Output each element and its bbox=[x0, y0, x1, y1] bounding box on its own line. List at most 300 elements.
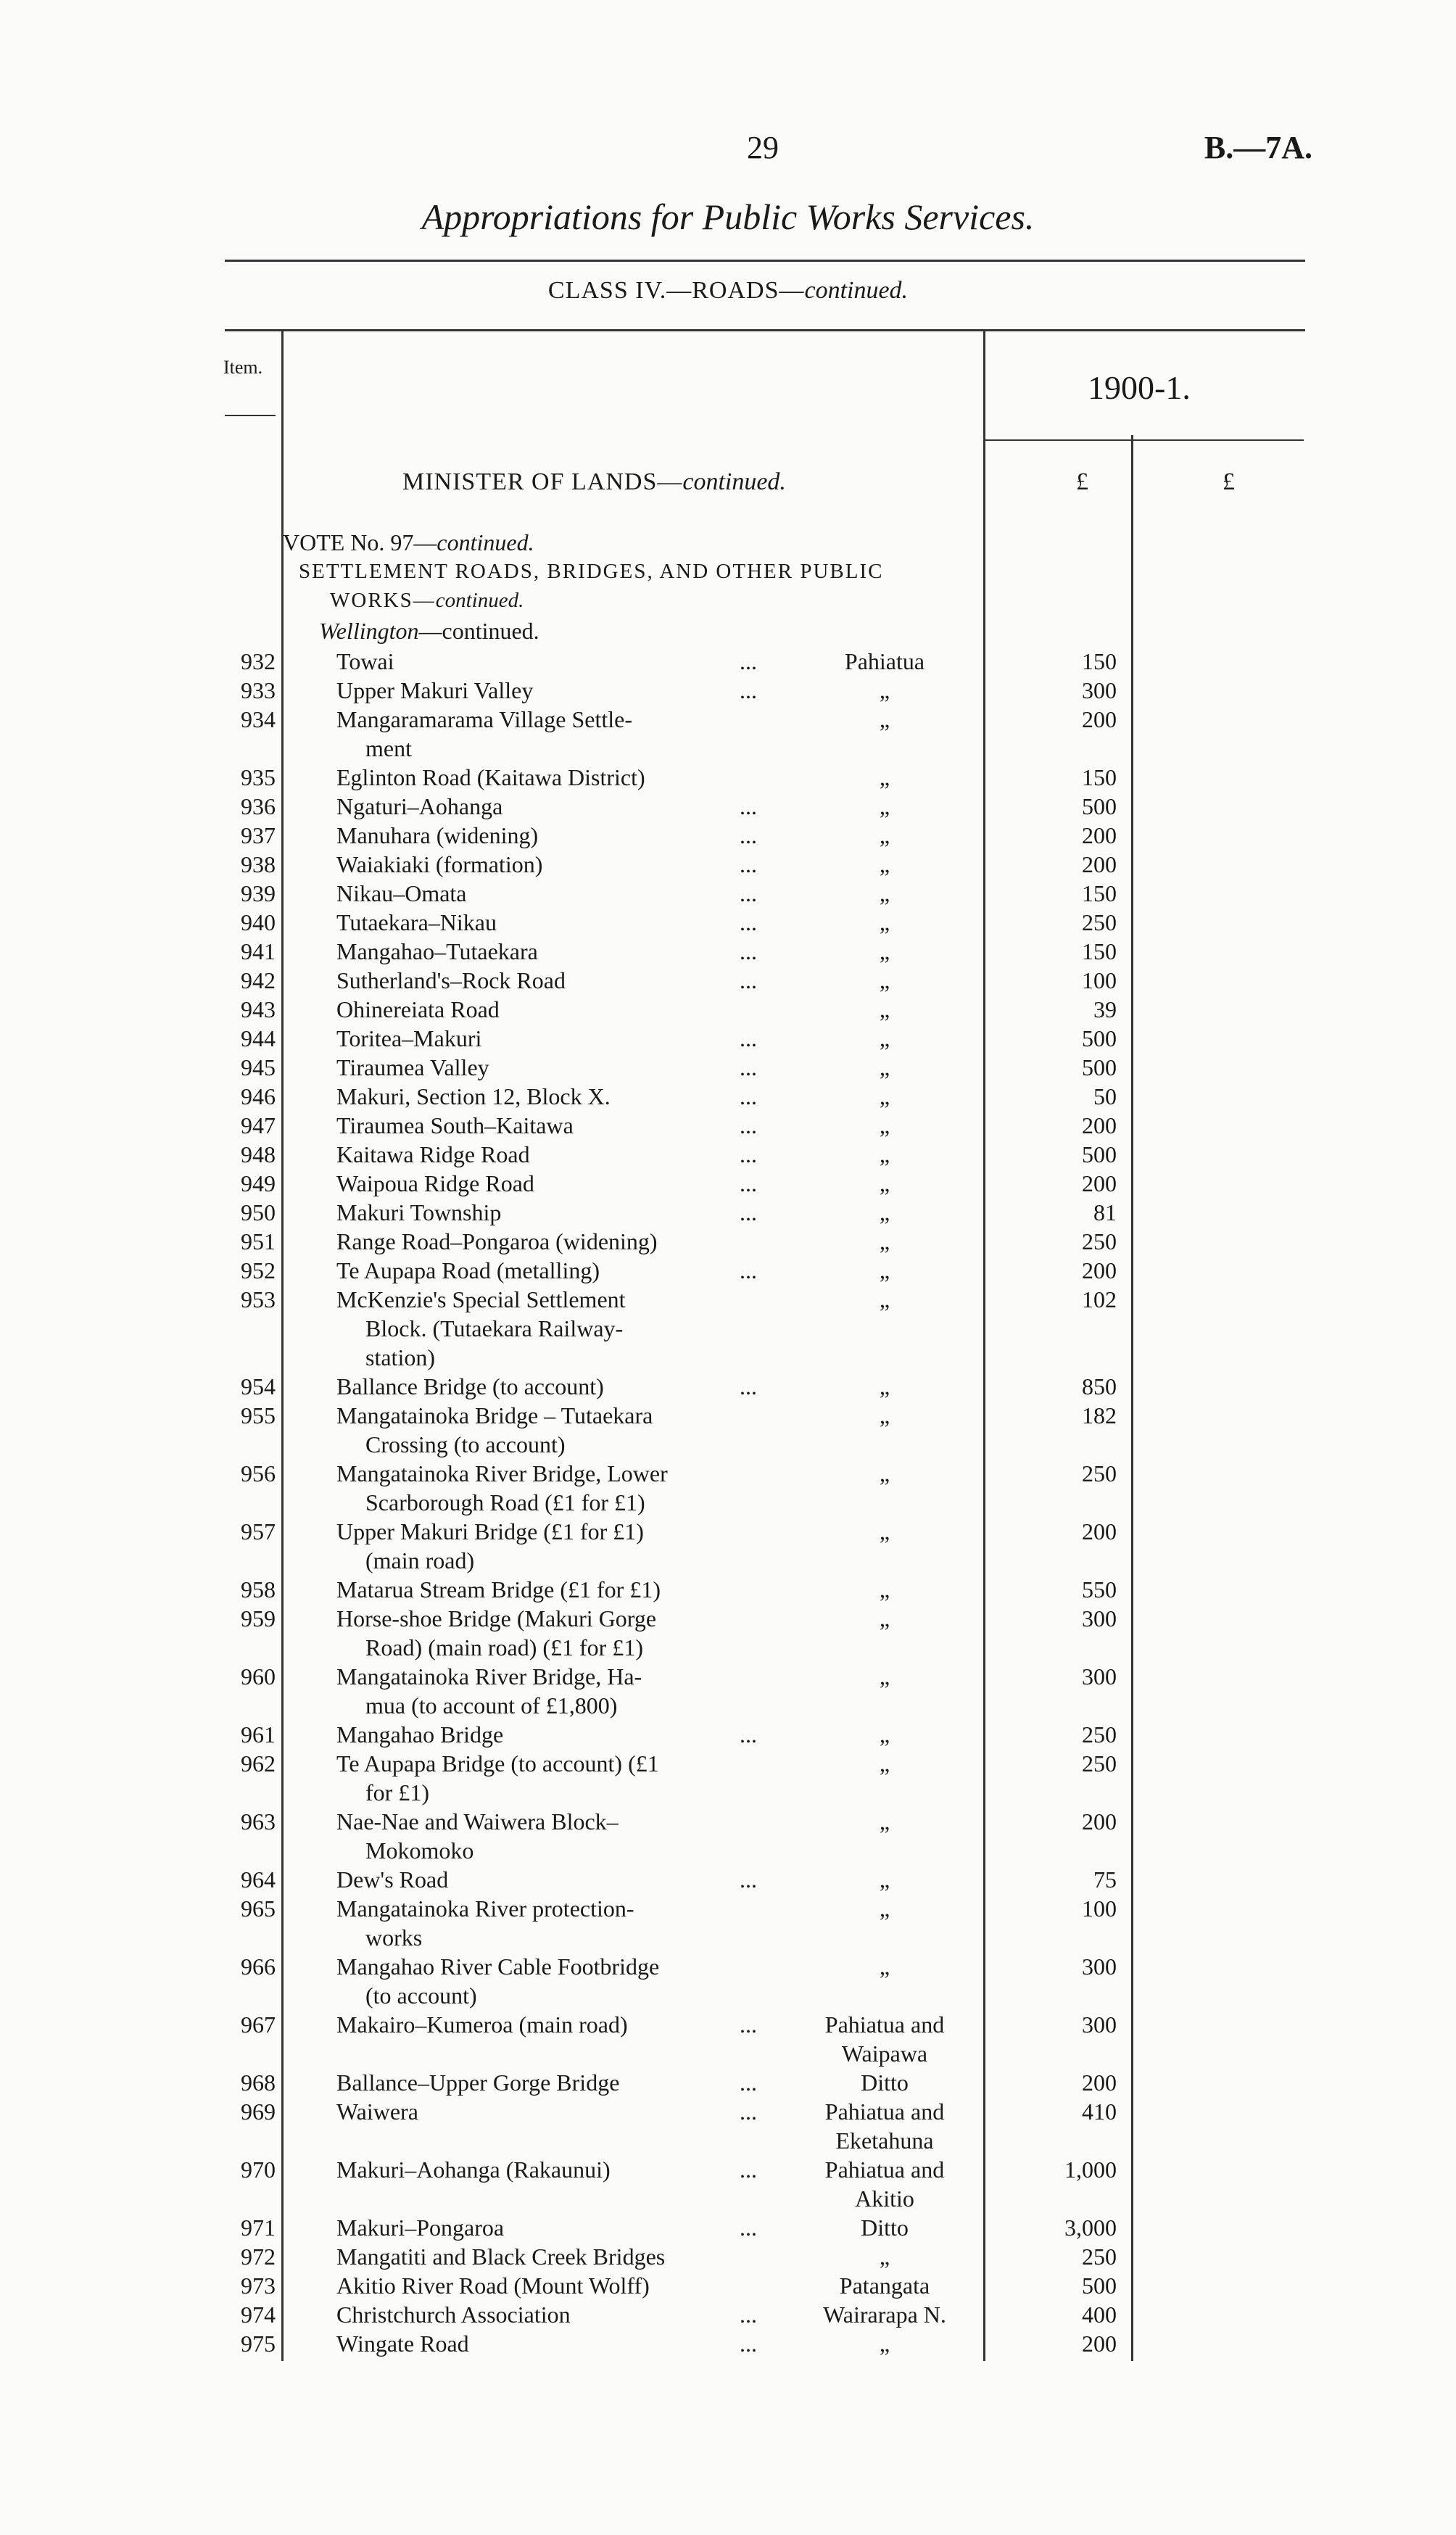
amount: 150 bbox=[1082, 648, 1117, 674]
description-line: Akitio River Road (Mount Wolff) bbox=[336, 2273, 650, 2299]
leader-dots: ... bbox=[740, 1866, 757, 1893]
item-description bbox=[336, 1198, 786, 1227]
item-number: 939 bbox=[241, 880, 276, 906]
electorate bbox=[790, 1720, 979, 1749]
amount: 182 bbox=[1082, 1402, 1117, 1428]
section-heading-minister: MINISTER OF LANDS—continued. bbox=[402, 468, 786, 495]
amount: 410 bbox=[1082, 2098, 1117, 2125]
description-line: Manuhara (widening) bbox=[336, 822, 539, 848]
electorate bbox=[790, 879, 979, 908]
description-line: Toritea–Makuri bbox=[336, 1025, 482, 1051]
item-description bbox=[336, 850, 786, 879]
year-header-rule bbox=[985, 439, 1304, 441]
amount: 300 bbox=[1082, 2011, 1117, 2038]
electorate bbox=[790, 1604, 979, 1633]
electorate bbox=[790, 1575, 979, 1604]
description-line: Mangahao–Tutaekara bbox=[336, 938, 538, 964]
description-line: Mangatainoka River protection- bbox=[336, 1895, 634, 1922]
electorate bbox=[790, 2300, 979, 2329]
electorate-line: „ bbox=[879, 1025, 890, 1051]
item-number: 936 bbox=[241, 793, 276, 819]
electorate-line: Patangata bbox=[839, 2273, 930, 2299]
amount: 250 bbox=[1082, 1228, 1117, 1254]
item-description bbox=[336, 995, 786, 1024]
electorate bbox=[790, 1256, 979, 1285]
electorate-line: „ bbox=[879, 822, 890, 848]
electorate-line: Ditto bbox=[861, 2069, 909, 2096]
amount: 150 bbox=[1082, 938, 1117, 964]
description-line: Mangatiti and Black Creek Bridges bbox=[336, 2244, 666, 2270]
pound-unit-2: £ bbox=[1223, 468, 1235, 495]
electorate bbox=[790, 2271, 979, 2300]
amount: 200 bbox=[1082, 1170, 1117, 1196]
amount: 850 bbox=[1082, 1373, 1117, 1399]
amount: 200 bbox=[1082, 1257, 1117, 1283]
item-number: 954 bbox=[241, 1373, 276, 1399]
description-line: Matarua Stream Bridge (£1 for £1) bbox=[336, 1576, 661, 1603]
electorate-line: „ bbox=[879, 1895, 890, 1922]
amount: 200 bbox=[1082, 851, 1117, 877]
item-description bbox=[336, 1024, 786, 1053]
description-line: Wingate Road bbox=[336, 2331, 469, 2357]
page-title: Appropriations for Public Works Services. bbox=[421, 197, 1035, 237]
item-description bbox=[336, 1459, 786, 1517]
leader-dots: ... bbox=[740, 938, 757, 964]
item-number: 961 bbox=[241, 1721, 276, 1748]
item-column-header: Item. bbox=[223, 357, 263, 378]
item-number: 964 bbox=[241, 1866, 276, 1893]
electorate bbox=[790, 1865, 979, 1894]
electorate-line: „ bbox=[879, 764, 890, 790]
electorate-line: Pahiatua bbox=[844, 648, 925, 674]
electorate bbox=[790, 1140, 979, 1169]
amount: 75 bbox=[1093, 1866, 1117, 1893]
description-line: Te Aupapa Road (metalling) bbox=[336, 1257, 600, 1283]
electorate bbox=[790, 1024, 979, 1053]
amount: 500 bbox=[1082, 793, 1117, 819]
description-line: Mangahao Bridge bbox=[336, 1721, 504, 1748]
subheading-line-2: WORKS—continued. bbox=[330, 589, 524, 612]
item-description bbox=[336, 2242, 786, 2271]
item-description bbox=[336, 2329, 786, 2358]
electorate-line: „ bbox=[879, 1953, 890, 1980]
description-line: mua (to account of £1,800) bbox=[365, 1692, 618, 1719]
description-line: Horse-shoe Bridge (Makuri Gorge bbox=[336, 1605, 657, 1632]
item-description bbox=[336, 1256, 786, 1285]
electorate-line: „ bbox=[879, 793, 890, 819]
electorate-line: „ bbox=[879, 1460, 890, 1486]
amount: 250 bbox=[1082, 1460, 1117, 1486]
location-column-rule bbox=[983, 331, 985, 2361]
description-line: Mokomoko bbox=[365, 1837, 474, 1864]
item-description bbox=[336, 1372, 786, 1401]
electorate bbox=[790, 2068, 979, 2097]
electorate bbox=[790, 1198, 979, 1227]
item-description bbox=[336, 1227, 786, 1256]
electorate bbox=[790, 1662, 979, 1691]
electorate bbox=[790, 1372, 979, 1401]
item-number: 944 bbox=[241, 1025, 276, 1051]
description-line: Nae-Nae and Waiwera Block– bbox=[336, 1808, 619, 1835]
item-column-rule bbox=[281, 331, 284, 2361]
amount: 200 bbox=[1082, 2069, 1117, 2096]
page-number: 29 bbox=[747, 130, 779, 165]
leader-dots: ... bbox=[740, 1141, 757, 1167]
amount: 39 bbox=[1093, 996, 1117, 1022]
item-description bbox=[336, 1749, 786, 1807]
item-number: 942 bbox=[241, 967, 276, 993]
class-heading: CLASS IV.—ROADS—continued. bbox=[547, 277, 909, 304]
description-line: Road) (main road) (£1 for £1) bbox=[365, 1634, 643, 1661]
electorate bbox=[790, 792, 979, 821]
electorate bbox=[790, 821, 979, 850]
description-line: Kaitawa Ridge Road bbox=[336, 1141, 530, 1167]
item-number: 958 bbox=[241, 1576, 276, 1603]
amount: 200 bbox=[1082, 1518, 1117, 1544]
electorate-line: „ bbox=[879, 2244, 890, 2270]
leader-dots: ... bbox=[740, 2069, 757, 2096]
description-line: Mangatainoka River Bridge, Lower bbox=[336, 1460, 668, 1486]
description-line: Upper Makuri Bridge (£1 for £1) bbox=[336, 1518, 644, 1544]
electorate-line: „ bbox=[879, 1373, 890, 1399]
electorate-line: Pahiatua and bbox=[824, 2156, 945, 2183]
item-number: 946 bbox=[241, 1083, 276, 1109]
electorate bbox=[790, 908, 979, 937]
description-line: Makuri–Pongaroa bbox=[336, 2214, 505, 2241]
item-number: 932 bbox=[241, 648, 276, 674]
item-description bbox=[336, 821, 786, 850]
electorate-line: „ bbox=[879, 1257, 890, 1283]
item-description bbox=[336, 1720, 786, 1749]
amount: 200 bbox=[1082, 706, 1117, 732]
item-number: 935 bbox=[241, 764, 276, 790]
electorate-line: „ bbox=[879, 938, 890, 964]
leader-dots: ... bbox=[740, 2011, 757, 2038]
amount-column-rule bbox=[1131, 435, 1133, 2361]
description-line: Nikau–Omata bbox=[336, 880, 467, 906]
electorate-line: „ bbox=[879, 1199, 890, 1225]
table-top-rule bbox=[225, 329, 1305, 331]
item-description bbox=[336, 1865, 786, 1894]
amount: 200 bbox=[1082, 822, 1117, 848]
description-line: Ohinereiata Road bbox=[336, 996, 500, 1022]
item-number: 949 bbox=[241, 1170, 276, 1196]
amount: 1,000 bbox=[1064, 2156, 1117, 2183]
leader-dots: ... bbox=[740, 909, 757, 935]
electorate-line: „ bbox=[879, 1170, 890, 1196]
item-description bbox=[336, 1807, 786, 1865]
item-number: 951 bbox=[241, 1228, 276, 1254]
description-line: works bbox=[365, 1924, 423, 1951]
item-number: 956 bbox=[241, 1460, 276, 1486]
electorate bbox=[790, 1285, 979, 1314]
item-number: 945 bbox=[241, 1054, 276, 1080]
electorate bbox=[790, 2329, 979, 2358]
electorate-line: „ bbox=[879, 851, 890, 877]
leader-dots: ... bbox=[740, 967, 757, 993]
leader-dots: ... bbox=[740, 1112, 757, 1138]
leader-dots: ... bbox=[740, 2098, 757, 2125]
electorate-line: „ bbox=[879, 677, 890, 703]
item-number: 959 bbox=[241, 1605, 276, 1632]
electorate bbox=[790, 937, 979, 966]
item-number: 975 bbox=[241, 2331, 276, 2357]
item-description bbox=[336, 1894, 786, 1952]
amount: 100 bbox=[1082, 1895, 1117, 1922]
leader-dots: ... bbox=[740, 793, 757, 819]
amount: 200 bbox=[1082, 1112, 1117, 1138]
electorate-line: Pahiatua and bbox=[824, 2098, 945, 2125]
electorate-line: „ bbox=[879, 706, 890, 732]
description-line: (to account) bbox=[365, 1982, 477, 2009]
top-rule bbox=[225, 260, 1305, 262]
electorate bbox=[790, 705, 979, 734]
amount: 50 bbox=[1093, 1083, 1117, 1109]
description-line: (main road) bbox=[365, 1547, 475, 1573]
item-number: 971 bbox=[241, 2214, 276, 2241]
electorate-line: „ bbox=[879, 1866, 890, 1893]
item-description bbox=[336, 705, 786, 763]
electorate bbox=[790, 1952, 979, 1981]
description-line: McKenzie's Special Settlement bbox=[336, 1286, 626, 1312]
item-number: 969 bbox=[241, 2098, 276, 2125]
electorate bbox=[790, 676, 979, 705]
electorate bbox=[790, 1517, 979, 1546]
description-line: Ballance–Upper Gorge Bridge bbox=[336, 2069, 620, 2096]
amount: 300 bbox=[1082, 1605, 1117, 1632]
leader-dots: ... bbox=[740, 880, 757, 906]
leader-dots: ... bbox=[740, 1170, 757, 1196]
item-description bbox=[336, 763, 786, 792]
amount: 250 bbox=[1082, 1721, 1117, 1748]
amount: 100 bbox=[1082, 967, 1117, 993]
description-line: for £1) bbox=[365, 1779, 429, 1806]
leader-dots: ... bbox=[740, 2331, 757, 2357]
item-number: 957 bbox=[241, 1518, 276, 1544]
item-number: 938 bbox=[241, 851, 276, 877]
electorate-line: „ bbox=[879, 1083, 890, 1109]
leader-dots: ... bbox=[740, 677, 757, 703]
description-line: Waiwera bbox=[336, 2098, 418, 2125]
electorate-line: „ bbox=[879, 880, 890, 906]
item-description bbox=[336, 2068, 786, 2097]
electorate-line: „ bbox=[879, 996, 890, 1022]
leader-dots: ... bbox=[740, 1721, 757, 1748]
amount: 250 bbox=[1082, 909, 1117, 935]
amount: 500 bbox=[1082, 1141, 1117, 1167]
item-number: 968 bbox=[241, 2069, 276, 2096]
item-description bbox=[336, 2213, 786, 2242]
description-line: Mangaramarama Village Settle- bbox=[336, 706, 632, 732]
item-description bbox=[336, 2155, 786, 2184]
electorate-line: „ bbox=[879, 1286, 890, 1312]
description-line: Makairo–Kumeroa (main road) bbox=[336, 2011, 628, 2038]
electorate bbox=[790, 966, 979, 995]
electorate bbox=[790, 850, 979, 879]
description-line: Block. (Tutaekara Railway- bbox=[365, 1315, 624, 1341]
document-reference: B.—7A. bbox=[1204, 130, 1312, 165]
electorate bbox=[790, 1082, 979, 1111]
amount: 550 bbox=[1082, 1576, 1117, 1603]
electorate-line: „ bbox=[879, 1576, 890, 1603]
leader-dots: ... bbox=[740, 822, 757, 848]
item-description bbox=[336, 1604, 786, 1662]
item-description bbox=[336, 1517, 786, 1575]
item-number: 947 bbox=[241, 1112, 276, 1138]
electorate bbox=[790, 647, 979, 676]
item-description bbox=[336, 792, 786, 821]
leader-dots: ... bbox=[740, 2156, 757, 2183]
item-description bbox=[336, 2010, 786, 2039]
description-line: Eglinton Road (Kaitawa District) bbox=[336, 764, 645, 790]
item-number: 960 bbox=[241, 1663, 276, 1690]
item-description bbox=[336, 2271, 786, 2300]
leader-dots: ... bbox=[740, 1054, 757, 1080]
description-line: Ngaturi–Aohanga bbox=[336, 793, 503, 819]
description-line: Makuri Township bbox=[336, 1199, 502, 1225]
amount: 250 bbox=[1082, 2244, 1117, 2270]
amount: 300 bbox=[1082, 1663, 1117, 1690]
description-line: Dew's Road bbox=[336, 1866, 449, 1893]
leader-dots: ... bbox=[740, 1083, 757, 1109]
amount: 200 bbox=[1082, 1808, 1117, 1835]
electorate bbox=[790, 763, 979, 792]
item-number: 972 bbox=[241, 2244, 276, 2270]
item-number: 934 bbox=[241, 706, 276, 732]
electorate-line: „ bbox=[879, 1750, 890, 1777]
leader-dots: ... bbox=[740, 1199, 757, 1225]
description-line: Ballance Bridge (to account) bbox=[336, 1373, 604, 1399]
electorate bbox=[790, 1459, 979, 1488]
item-description bbox=[336, 1169, 786, 1198]
item-number: 967 bbox=[241, 2011, 276, 2038]
item-number: 955 bbox=[241, 1402, 276, 1428]
electorate-line: „ bbox=[879, 1402, 890, 1428]
leader-dots: ... bbox=[740, 1373, 757, 1399]
item-number: 963 bbox=[241, 1808, 276, 1835]
item-description bbox=[336, 1401, 786, 1459]
item-description bbox=[336, 879, 786, 908]
amount: 200 bbox=[1082, 2331, 1117, 2357]
description-line: Christchurch Association bbox=[336, 2302, 571, 2328]
description-line: Te Aupapa Bridge (to account) (£1 bbox=[336, 1750, 659, 1777]
amount: 500 bbox=[1082, 1025, 1117, 1051]
electorate bbox=[790, 1749, 979, 1778]
electorate-line: „ bbox=[879, 1605, 890, 1632]
electorate-line: „ bbox=[879, 1141, 890, 1167]
item-number: 948 bbox=[241, 1141, 276, 1167]
amount: 81 bbox=[1093, 1199, 1117, 1225]
electorate-line: „ bbox=[879, 1808, 890, 1835]
item-header-rule bbox=[225, 415, 276, 416]
electorate-line: „ bbox=[879, 1721, 890, 1748]
item-number: 941 bbox=[241, 938, 276, 964]
item-number: 953 bbox=[241, 1286, 276, 1312]
leader-dots: ... bbox=[740, 1257, 757, 1283]
item-number: 966 bbox=[241, 1953, 276, 1980]
description-line: Tiraumea Valley bbox=[336, 1054, 489, 1080]
description-line: Mangahao River Cable Footbridge bbox=[336, 1953, 660, 1980]
electorate bbox=[790, 1227, 979, 1256]
description-line: Tutaekara–Nikau bbox=[336, 909, 497, 935]
description-line: Mangatainoka River Bridge, Ha- bbox=[336, 1663, 642, 1690]
item-description bbox=[336, 1082, 786, 1111]
item-description bbox=[336, 1140, 786, 1169]
electorate bbox=[790, 2010, 979, 2068]
electorate-line: „ bbox=[879, 2331, 890, 2357]
electorate bbox=[790, 995, 979, 1024]
leader-dots: ... bbox=[740, 1025, 757, 1051]
electorate-line: „ bbox=[879, 1112, 890, 1138]
electorate bbox=[790, 1053, 979, 1082]
electorate-line: „ bbox=[879, 909, 890, 935]
item-description bbox=[336, 647, 786, 676]
vote-heading: VOTE No. 97—continued. bbox=[283, 529, 534, 555]
item-description bbox=[336, 1285, 786, 1372]
amount: 300 bbox=[1082, 677, 1117, 703]
electorate-line: „ bbox=[879, 1518, 890, 1544]
item-description bbox=[336, 1053, 786, 1082]
description-line: Tiraumea South–Kaitawa bbox=[336, 1112, 574, 1138]
electorate bbox=[790, 1894, 979, 1923]
item-description bbox=[336, 1575, 786, 1604]
electorate bbox=[790, 2155, 979, 2213]
pound-unit-1: £ bbox=[1076, 468, 1088, 495]
description-line: station) bbox=[365, 1344, 435, 1370]
amount: 150 bbox=[1082, 764, 1117, 790]
region-heading: Wellington—continued. bbox=[319, 618, 539, 644]
item-number: 965 bbox=[241, 1895, 276, 1922]
leader-dots: ... bbox=[740, 2214, 757, 2241]
item-number: 974 bbox=[241, 2302, 276, 2328]
electorate-line: „ bbox=[879, 1663, 890, 1690]
electorate-line: Eketahuna bbox=[835, 2127, 934, 2154]
item-number: 950 bbox=[241, 1199, 276, 1225]
description-line: Upper Makuri Valley bbox=[336, 677, 534, 703]
amount: 150 bbox=[1082, 880, 1117, 906]
item-description bbox=[336, 908, 786, 937]
item-number: 952 bbox=[241, 1257, 276, 1283]
amount: 300 bbox=[1082, 1953, 1117, 1980]
electorate-line: „ bbox=[879, 1054, 890, 1080]
description-line: Crossing (to account) bbox=[365, 1431, 566, 1457]
description-line: Mangatainoka Bridge – Tutaekara bbox=[336, 1402, 653, 1428]
item-description bbox=[336, 1952, 786, 2010]
electorate bbox=[790, 1111, 979, 1140]
description-line: Scarborough Road (£1 for £1) bbox=[365, 1489, 645, 1515]
item-description bbox=[336, 2300, 786, 2329]
electorate-line: Pahiatua and bbox=[824, 2011, 945, 2038]
item-number: 973 bbox=[241, 2273, 276, 2299]
amount: 400 bbox=[1082, 2302, 1117, 2328]
item-number: 962 bbox=[241, 1750, 276, 1777]
leader-dots: ... bbox=[740, 851, 757, 877]
electorate-line: „ bbox=[879, 1228, 890, 1254]
electorate-line: „ bbox=[879, 967, 890, 993]
item-description bbox=[336, 1662, 786, 1720]
leader-dots: ... bbox=[740, 2302, 757, 2328]
item-number: 937 bbox=[241, 822, 276, 848]
description-line: Sutherland's–Rock Road bbox=[336, 967, 566, 993]
electorate bbox=[790, 2242, 979, 2271]
electorate bbox=[790, 1807, 979, 1836]
description-line: Makuri–Aohanga (Rakaunui) bbox=[336, 2156, 611, 2183]
item-description bbox=[336, 2097, 786, 2126]
year-column-header: 1900-1. bbox=[1088, 369, 1191, 406]
item-description bbox=[336, 966, 786, 995]
electorate bbox=[790, 2097, 979, 2155]
amount: 102 bbox=[1082, 1286, 1117, 1312]
